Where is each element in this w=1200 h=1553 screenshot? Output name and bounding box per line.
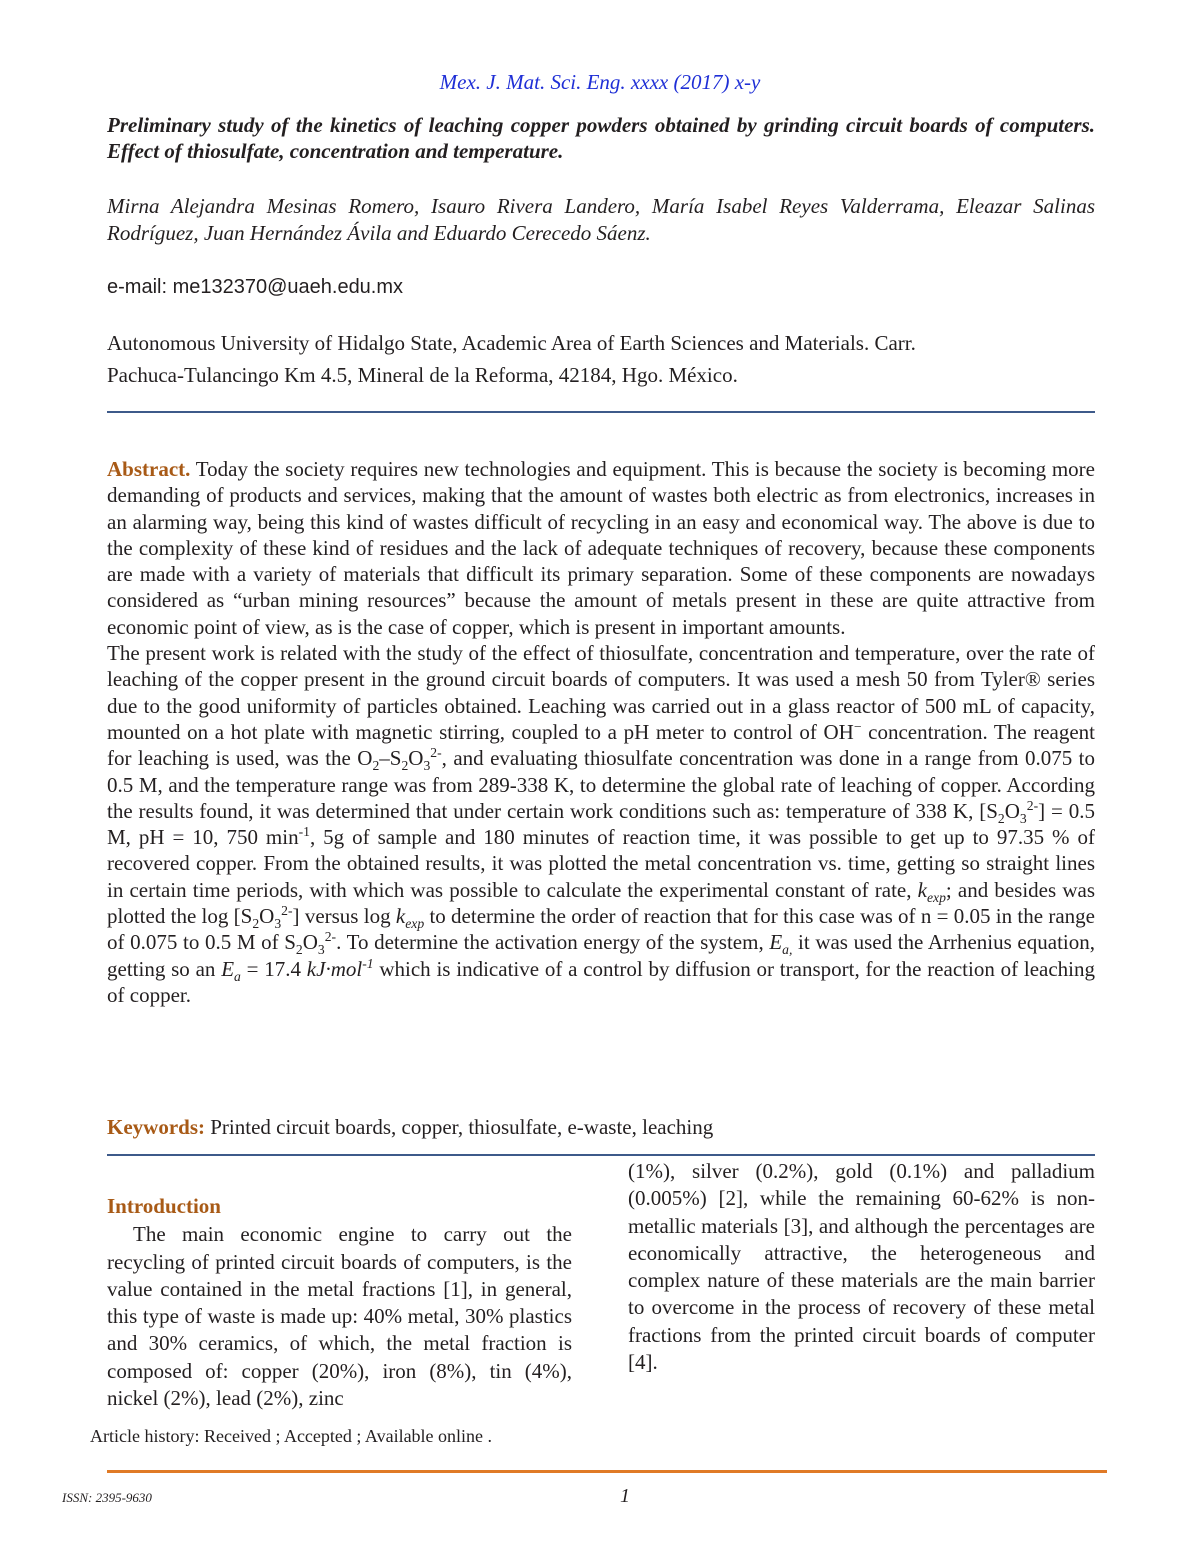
affiliation bbox=[107, 327, 1097, 391]
intro-column-right bbox=[628, 1158, 1095, 1376]
abstract-label: Abstract. bbox=[107, 457, 191, 481]
affiliation-line-2: Pachuca-Tulancingo Km 4.5, Mineral de la Reforma, 42184, Hgo. México. bbox=[107, 363, 738, 387]
keywords-label: Keywords: bbox=[107, 1115, 205, 1139]
issn: ISSN: 2395-9630 bbox=[62, 1490, 152, 1505]
intro-paragraph-left: The main economic engine to carry out the recycling of printed circuit boards of computers, is the value contained in the metal fractions [1], in general, this type of waste is made up: 40% metal, 30% plastics and 30% ceramics, of which, the metal fraction is composed of: copper (20%), iron (8%), tin (4%), nickel (2%), lead (2%), zinc bbox=[107, 1222, 572, 1411]
abstract-paragraph-2: The present work is related with the study of the effect of thiosulfate, concentration and temperature, over the rate of leaching of the copper present in the ground circuit boards of computers. It was used a mesh 50 from Tyler® series due to the good uniformity of particles obtained. Leaching was carried out in a glass reactor of 500 mL of capacity, mounted on a hot plate with magnetic stirring, coupled to a pH meter to control of OH− concentration. The reagent for leaching is used, was the $O_2-S_2O_3^{2-}$, and evaluating thiosulfate concentration was done in a range from 0.075 to 0.5 M, and the temperature range was from 289-338 K, to determine the global rate of leaching of copper. According the results found, it was determined that under certain work conditions such as: temperature of 338 K, $[S_2O_3^{2-}] = 0.5$ M, pH = 10, 750 $\min^{-1}$, 5g of sample and 180 minutes of reaction time, it was possible to get up to 97.35 % of recovered copper. From the obtained results, it was plotted the metal concentration vs. time, getting so straight lines in certain time periods, with which was possible to calculate the experimental constant of rate, $k_{exp}$; and besides was plotted the $\log [S_2O_3^{2-}]$ versus $\log k_{exp}$ to determine the order of reaction that for this case was of n = 0.05 in the range of 0.075 to 0.5 M of $S_2O_3^{2-}$. To determine the activation energy of the system, $E_{a,}$ it was used the Arrhenius equation, getting so an $E_a = 17.4$ kJ·mol$^{-1}$ which is indicative of a control by diffusion or transport, for the reaction of leaching of copper. bbox=[107, 641, 1096, 1007]
article-history: Article history: Received ; Accepted ; Available online . bbox=[90, 1426, 493, 1446]
keywords-divider bbox=[107, 1154, 1095, 1156]
contact-email[interactable]: e-mail: me132370@uaeh.edu.mx bbox=[107, 276, 404, 298]
abstract-paragraph-1: Abstract. Today the society requires new technologies and equipment. This is because the society is becoming more demanding of products and services, making that the amount of wastes both electric as from electronics, increases in an alarming way, being this kind of wastes difficult of recycling in an easy and economical way. The above is due to the complexity of these kind of residues and the lack of adequate techniques of recovery, because these components are made with a variety of materials that difficult its primary separation. Some of these components are nowadays considered as “urban mining resources” because the amount of metals present in these are quite attractive from economic point of view, as is the case of copper, which is present in important amounts. bbox=[107, 457, 1095, 639]
author-list: Mirna Alejandra Mesinas Romero, Isauro Rivera Landero, María Isabel Reyes Valderrama, Eleazar Salinas Rodríguez, Juan Hernández Ávila and Eduardo Cerecedo Sáenz. bbox=[107, 194, 1095, 245]
keywords-text: Printed circuit boards, copper, thiosulfate, e-waste, leaching bbox=[205, 1115, 714, 1139]
abstract-section bbox=[107, 456, 1095, 1008]
paper-title: Preliminary study of the kinetics of leaching copper powders obtained by grinding circuit boards of computers. Effect of thiosulfate, concentration and temperature. bbox=[107, 113, 1095, 163]
intro-paragraph-right: (1%), silver (0.2%), gold (0.1%) and palladium (0.005%) [2], while the remaining 60-62% is non-metallic materials [3], and although the percentages are economically attractive, the heterogeneous and complex nature of these materials are the main barrier to overcome in the process of recovery of these metal fractions from the printed circuit boards of computer [4]. bbox=[628, 1159, 1095, 1375]
introduction-heading: Introduction bbox=[107, 1194, 221, 1218]
keywords bbox=[107, 1115, 713, 1140]
page-number: 1 bbox=[620, 1485, 630, 1507]
intro-column-left bbox=[107, 1193, 572, 1412]
footer-divider bbox=[107, 1470, 1107, 1473]
journal-citation: Mex. J. Mat. Sci. Eng. xxxx (2017) x-y bbox=[439, 70, 761, 94]
affiliation-line-1: Autonomous University of Hidalgo State, Academic Area of Earth Sciences and Materials. Carr. bbox=[107, 331, 916, 355]
header-divider bbox=[107, 411, 1095, 413]
